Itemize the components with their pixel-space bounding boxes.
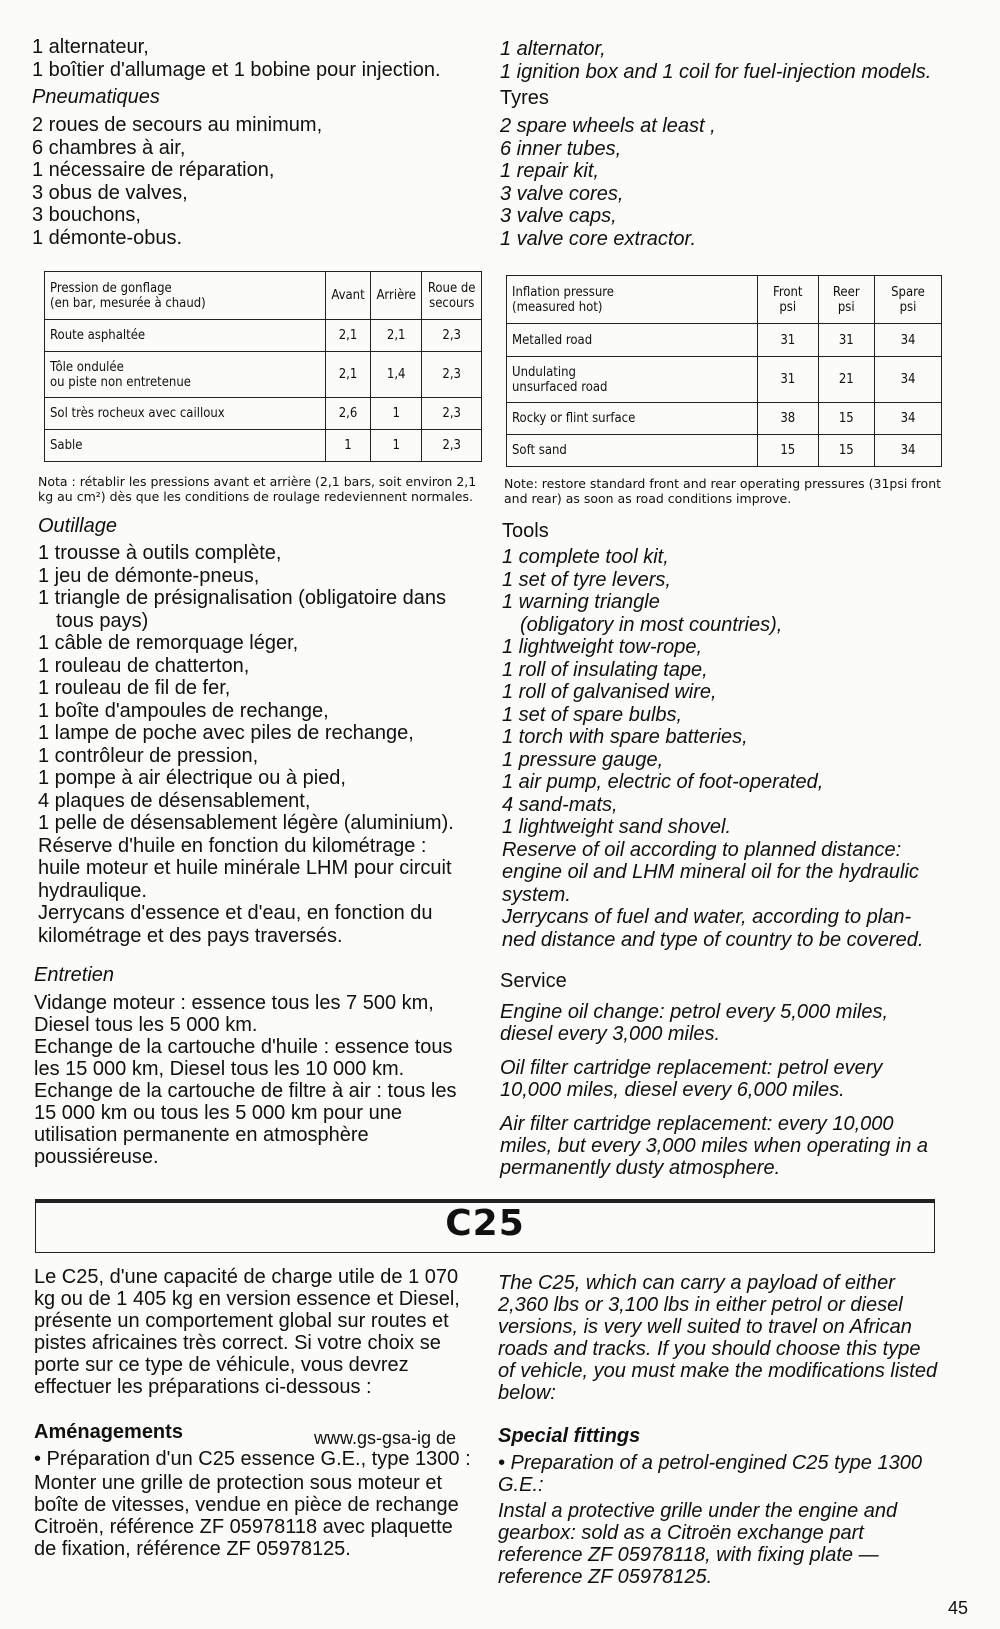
list-item: 1 roll of galvanised wire,: [502, 681, 717, 703]
paragraph: Oil filter cartridge replacement: petrol every 10,000 miles, diesel every 6,000 miles.: [500, 1057, 883, 1101]
table-cell: 2,1: [371, 320, 422, 352]
table-cell: 2,6: [326, 398, 371, 430]
table-header-cell: [507, 276, 758, 324]
fr-service-section: [34, 962, 479, 1168]
header-text: psi: [899, 299, 917, 315]
list-item: Jerrycans d'essence et d'eau, en fonction du: [38, 902, 433, 924]
header-text: Front: [773, 284, 803, 300]
list-item: (obligatory in most countries),: [520, 613, 783, 636]
header-text: Reer: [832, 284, 860, 300]
list-item: Jerrycans of fuel and water, according to plan-: [502, 906, 912, 928]
list-item: 3 valve caps,: [500, 205, 617, 227]
table-header-row: [45, 272, 482, 320]
en-table-note: Note: restore standard front and rear operating pressures (31psi front and rear) as soon as road conditions improve.: [504, 476, 942, 506]
list-item: hydraulique.: [38, 879, 147, 902]
paragraph: Instal a protective grille under the engine and gearbox: sold as a Citroën exchange part reference ZF 05978118, with fixing plate —reference ZF 05978125.: [498, 1500, 898, 1588]
section-heading-service: Service: [500, 970, 567, 992]
list-item: 1 pompe à air électrique ou à pied,: [38, 767, 346, 789]
list-item: 1 contrôleur de pression,: [38, 744, 259, 767]
paragraph: Vidange moteur : essence tous les 7 500 km, Diesel tous les 5 000 km.: [34, 992, 434, 1036]
header-text: psi: [837, 299, 855, 315]
table-row: [507, 324, 942, 357]
list-item: Réserve d'huile en fonction du kilométrage :: [38, 834, 427, 857]
header-text: Spare: [891, 284, 925, 300]
table-cell: [45, 352, 326, 398]
list-item: huile moteur et huile minérale LHM pour circuit: [38, 857, 452, 879]
header-text: Roue de: [427, 280, 476, 296]
list-item: 1 alternator,: [500, 38, 606, 60]
watermark-url: www.gs-gsa-ig de: [314, 1428, 457, 1448]
list-item: 6 chambres à air,: [32, 136, 186, 159]
table-cell: 2,3: [422, 398, 482, 430]
table-row: [507, 357, 942, 403]
list-item: 1 pelle de désensablement légère (aluminium).: [38, 812, 454, 834]
list-item: 2 roues de secours au minimum,: [32, 114, 323, 136]
list-item: 1 triangle de présignalisation (obligatoire dans: [38, 587, 447, 609]
list-item: 3 valve cores,: [500, 182, 624, 205]
list-item: Reserve of oil according to planned distance:: [502, 838, 902, 861]
table-cell: 34: [875, 403, 942, 435]
header-text: Pression de gonflage: [50, 280, 172, 296]
list-item: 1 set of spare bulbs,: [502, 703, 683, 726]
section-heading-tools: Tools: [502, 520, 549, 542]
list-item: tous pays): [56, 609, 149, 632]
table-cell: 34: [875, 435, 942, 467]
table-cell: 31: [758, 357, 819, 403]
table-cell: [507, 357, 758, 403]
table-header-cell: [758, 276, 819, 324]
fr-table-note: Nota : rétablir les pressions avant et arrière (2,1 bars, soit environ 2,1 kg au cm²) dès que les conditions de roulage redeviennent normales.: [38, 474, 477, 504]
section-heading-entretien: Entretien: [34, 964, 115, 986]
cell-text: Undulating: [512, 364, 576, 380]
list-item: 1 air pump, electric of foot-operated,: [502, 771, 824, 793]
banner-title: C25: [445, 1203, 525, 1244]
fr-tools-section: [38, 513, 484, 947]
en-tools-section: [502, 518, 942, 951]
table-header-row: [507, 276, 942, 324]
list-item: 1 ignition box and 1 coil for fuel-injection models.: [500, 61, 932, 83]
list-item: 3 obus de valves,: [32, 181, 188, 204]
table-cell: Rocky or flint surface: [507, 403, 758, 435]
table-cell: 15: [758, 435, 819, 467]
list-item: 1 rouleau de chatterton,: [38, 654, 250, 677]
list-item: 1 lampe de poche avec piles de rechange,: [38, 722, 414, 744]
table-cell: Sol très rocheux avec cailloux: [45, 398, 326, 430]
table-cell: 2,1: [326, 352, 371, 398]
section-heading-tyres-fr: Pneumatiques: [32, 86, 160, 108]
table-cell: 1: [371, 430, 422, 462]
table-header-cell: [875, 276, 942, 324]
table-row: [45, 352, 482, 398]
header-text: secours: [429, 295, 475, 311]
table-row: [45, 320, 482, 352]
en-pressure-table: [506, 275, 942, 467]
list-item: 1 boîte d'ampoules de rechange,: [38, 699, 329, 722]
list-item: 6 inner tubes,: [500, 137, 622, 160]
list-item: 1 câble de remorquage léger,: [38, 632, 299, 654]
paragraph: • Preparation of a petrol-engined C25 type 1300 G.E.:: [498, 1452, 922, 1496]
en-spares-list: [500, 38, 940, 250]
page-number: 45: [948, 1598, 969, 1618]
list-item: 1 rouleau de fil de fer,: [38, 677, 231, 699]
paragraph: Air filter cartridge replacement: every 10,000 miles, but every 3,000 miles when operating in a permanently dusty atmosphere.: [500, 1113, 929, 1179]
en-c25-section: [498, 1272, 938, 1588]
list-item: 1 warning triangle: [502, 591, 660, 613]
header-text: (en bar, mesurée à chaud): [50, 295, 206, 311]
table-cell: 1: [371, 398, 422, 430]
table-cell: 31: [758, 324, 819, 357]
list-item: 1 lightweight tow-rope,: [502, 636, 703, 658]
list-item: 4 plaques de désensablement,: [38, 789, 311, 812]
table-cell: 2,3: [422, 352, 482, 398]
paragraph: Monter une grille de protection sous moteur et boîte de vitesses, vendue en pièce de rechange Citroën, référence ZF 05978118 avec plaquette de fixation, référence ZF 05978125.: [34, 1472, 459, 1560]
header-text: psi: [779, 299, 797, 315]
list-item: 1 alternateur,: [32, 36, 149, 58]
table-cell: 34: [875, 357, 942, 403]
table-cell: 34: [875, 324, 942, 357]
paragraph: Echange de la cartouche d'huile : essence tous les 15 000 km, Diesel tous les 10 000 km.: [34, 1036, 453, 1080]
paragraph: Echange de la cartouche de filtre à air : tous les 15 000 km ou tous les 5 000 km pour une utilisation permanente en atmosphère poussiéreuse.: [34, 1080, 457, 1168]
list-item: 1 nécessaire de réparation,: [32, 159, 275, 181]
fr-pressure-table: [44, 271, 482, 462]
table-header-cell: [422, 272, 482, 320]
list-item: 1 démonte-obus.: [32, 226, 183, 249]
list-item: 1 valve core extractor.: [500, 227, 697, 250]
table-cell: Soft sand: [507, 435, 758, 467]
list-item: 1 jeu de démonte-pneus,: [38, 564, 260, 587]
section-heading-tyres-en: Tyres: [500, 87, 549, 109]
table-header-cell: [818, 276, 874, 324]
table-cell: 1: [326, 430, 371, 462]
cell-text: unsurfaced road: [512, 379, 608, 395]
table-cell: 1,4: [371, 352, 422, 398]
section-heading-special-fittings: Special fittings: [498, 1425, 641, 1447]
list-item: 1 roll of insulating tape,: [502, 658, 708, 681]
table-row: [507, 403, 942, 435]
table-cell: 21: [818, 357, 874, 403]
cell-text: Tôle ondulée: [50, 359, 124, 375]
table-cell: 2,3: [422, 430, 482, 462]
table-header-cell: Avant: [326, 272, 371, 320]
table-cell: 2,1: [326, 320, 371, 352]
paragraph: Le C25, d'une capacité de charge utile de 1 070 kg ou de 1 405 kg en version essence et Diesel, présente un comportement global sur routes et pistes africaines très correct. Si votre choix se porte sur ce type de véhicule, vous devrez effectuer les préparations ci-dessous :: [34, 1266, 460, 1398]
section-heading-outillage: Outillage: [38, 515, 117, 537]
table-cell: 2,3: [422, 320, 482, 352]
section-heading-amenagements: Aménagements: [34, 1421, 183, 1443]
table-cell: Metalled road: [507, 324, 758, 357]
table-header-cell: Arrière: [371, 272, 422, 320]
table-cell: 31: [818, 324, 874, 357]
list-item: kilométrage et des pays traversés.: [38, 924, 343, 947]
list-item: system.: [502, 883, 571, 906]
list-item: 1 pressure gauge,: [502, 748, 664, 771]
list-item: 3 bouchons,: [32, 204, 141, 226]
list-item: 1 set of tyre levers,: [502, 568, 671, 591]
table-cell: 38: [758, 403, 819, 435]
table-row: [507, 435, 942, 467]
fr-spares-list: [32, 36, 484, 249]
list-item: 1 repair kit,: [500, 160, 599, 182]
list-item: 1 lightweight sand shovel.: [502, 816, 732, 838]
table-row: [45, 398, 482, 430]
list-item: ned distance and type of country to be covered.: [502, 928, 924, 951]
table-cell: 15: [818, 435, 874, 467]
list-item: 2 spare wheels at least ,: [500, 115, 716, 137]
paragraph: • Préparation d'un C25 essence G.E., type 1300 :: [34, 1448, 471, 1470]
table-cell: Sable: [45, 430, 326, 462]
en-service-section: [500, 968, 940, 1179]
fr-c25-section: [34, 1266, 474, 1560]
list-item: 1 complete tool kit,: [502, 546, 669, 568]
table-cell: 15: [818, 403, 874, 435]
header-text: (measured hot): [512, 299, 603, 315]
list-item: 1 trousse à outils complète,: [38, 542, 282, 564]
list-item: engine oil and LHM mineral oil for the hydraulic: [502, 861, 919, 883]
list-item: 1 torch with spare batteries,: [502, 726, 748, 748]
list-item: 4 sand-mats,: [502, 793, 618, 816]
banner-top-rule: [35, 1199, 935, 1203]
cell-text: ou piste non entretenue: [50, 374, 191, 390]
header-text: Inflation pressure: [512, 284, 614, 300]
table-row: [45, 430, 482, 462]
list-item: 1 boîtier d'allumage et 1 bobine pour injection.: [32, 59, 441, 81]
section-banner: [35, 1199, 935, 1253]
paragraph: Engine oil change: petrol every 5,000 miles, diesel every 3,000 miles.: [500, 1001, 889, 1045]
paragraph: The C25, which can carry a payload of either 2,360 lbs or 3,100 lbs in either petrol or diesel versions, is very well suited to travel on African roads and tracks. If you should choose this type of vehicle, you must make the modifications listed below:: [498, 1272, 938, 1404]
table-cell: Route asphaltée: [45, 320, 326, 352]
table-header-cell: [45, 272, 326, 320]
